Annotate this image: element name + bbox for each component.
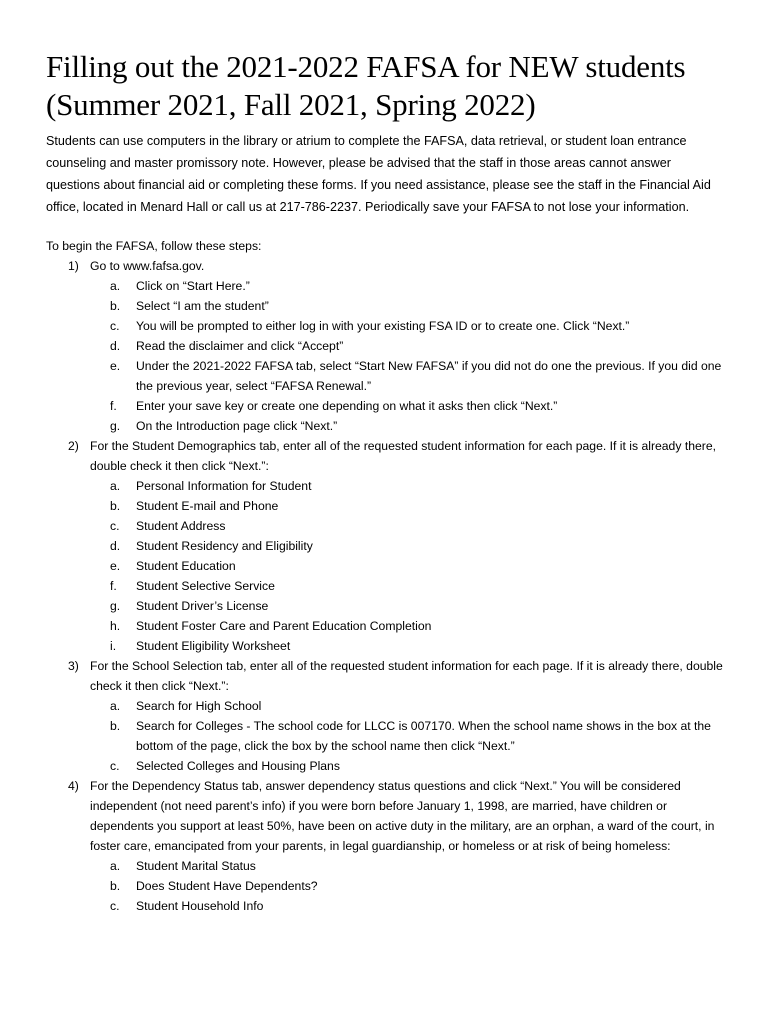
step-number: 2) [68,439,79,453]
step-number: 4) [68,779,79,793]
substep-text: Student Eligibility Worksheet [136,639,291,653]
substep-item [90,596,726,616]
step-text: For the Dependency Status tab, answer dependency status questions and click “Next.” You will be considered independent (not need parent’s info) if you were born before January 1, 1998, are married, have children or dependents you support at least 50%, have been on active duty in the military, are an orphan, a ward of the court, in foster care, emancipated from your parents, in legal guardianship, or homeless or at risk of being homeless: [90,779,715,853]
substep-item [90,576,726,596]
substep-item [90,316,726,336]
substep-item [90,616,726,636]
substep-letter: b. [110,499,121,513]
substep-text: Read the disclaimer and click “Accept” [136,339,344,353]
substep-item [90,516,726,536]
substep-letter: h. [110,619,121,633]
substep-item [90,416,726,436]
substep-text: Student Education [136,559,236,573]
substep-text: Student Selective Service [136,579,275,593]
substep-text: Click on “Start Here.” [136,279,250,293]
substep-item [90,476,726,496]
step-item [46,776,726,916]
substep-item [90,716,726,756]
substep-item [90,756,726,776]
intro-paragraph: Students can use computers in the library or atrium to complete the FAFSA, data retrieval, or student loan entrance counseling and master promissory note. However, please be advised that the staff in those areas cannot answer questions about financial aid or completing these forms. If you need assistance, please see the staff in the Financial Aid office, located in Menard Hall or call us at 217-786-2237. Periodically save your FAFSA to not lose your information. [46,134,711,214]
substep-letter: e. [110,559,121,573]
substep-letter: d. [110,539,121,553]
substep-letter: c. [110,519,120,533]
substep-item [90,896,726,916]
substep-text: Does Student Have Dependents? [136,879,318,893]
substep-text: On the Introduction page click “Next.” [136,419,338,433]
substep-item [90,296,726,316]
step-number: 1) [68,259,79,273]
substep-letter: b. [110,879,121,893]
substep-item [90,876,726,896]
substep-item [90,496,726,516]
substep-item [90,556,726,576]
substep-letter: g. [110,599,121,613]
substep-text: Student Residency and Eligibility [136,539,313,553]
substep-letter: a. [110,859,121,873]
step-text: For the School Selection tab, enter all of the requested student information for each page. If it is already there, double check it then click “Next.”: [90,659,723,693]
substep-text: Student Household Info [136,899,264,913]
step-text: For the Student Demographics tab, enter all of the requested student information for each page. If it is already there, double check it then click “Next.”: [90,439,716,473]
substep-item [90,536,726,556]
step-item [46,656,726,776]
substep-text: Enter your save key or create one depending on what it asks then click “Next.” [136,399,558,413]
title-line-1: Filling out the 2021-2022 FAFSA for NEW students [46,49,686,84]
substep-text: Student E-mail and Phone [136,499,279,513]
step-number: 3) [68,659,79,673]
substep-item [90,636,726,656]
substep-list [90,476,726,656]
substep-text: Personal Information for Student [136,479,312,493]
substep-text: Student Driver’s License [136,599,269,613]
substep-text: Select “I am the student” [136,299,269,313]
substep-item [90,356,726,396]
step-item [46,256,726,436]
title-line-2: (Summer 2021, Fall 2021, Spring 2022) [46,87,536,122]
substep-text: Student Marital Status [136,859,256,873]
substep-text: Student Address [136,519,226,533]
step-item [46,436,726,656]
substep-letter: a. [110,479,121,493]
substep-letter: b. [110,299,121,313]
substep-list [90,696,726,776]
substep-item [90,276,726,296]
substep-letter: i. [110,639,117,653]
substep-list [90,276,726,436]
substep-item [90,396,726,416]
substep-text: Selected Colleges and Housing Plans [136,759,340,773]
substep-letter: a. [110,699,121,713]
page-title [46,48,726,124]
substep-letter: c. [110,759,120,773]
steps-list [46,256,726,916]
substep-item [90,856,726,876]
substep-letter: b. [110,719,121,733]
substep-letter: d. [110,339,121,353]
substep-letter: f. [110,579,117,593]
substep-letter: a. [110,279,121,293]
substep-item [90,696,726,716]
substep-text: You will be prompted to either log in with your existing FSA ID or to create one. Click “Next.” [136,319,630,333]
step-text: Go to www.fafsa.gov. [90,259,205,273]
substep-text: Search for High School [136,699,262,713]
substep-text: Under the 2021-2022 FAFSA tab, select “Start New FAFSA” if you did not do one the previous. If you did one the previous year, select “FAFSA Renewal.” [136,359,722,393]
substep-text: Student Foster Care and Parent Education Completion [136,619,432,633]
substep-letter: c. [110,319,120,333]
substep-letter: e. [110,359,121,373]
substep-letter: c. [110,899,120,913]
substep-letter: g. [110,419,121,433]
substep-letter: f. [110,399,117,413]
substep-text: Search for Colleges - The school code for LLCC is 007170. When the school name shows in the box at the bottom of the page, click the box by the school name then click “Next.” [136,719,711,753]
steps-lead: To begin the FAFSA, follow these steps: [46,239,262,253]
substep-list [90,856,726,916]
substep-item [90,336,726,356]
